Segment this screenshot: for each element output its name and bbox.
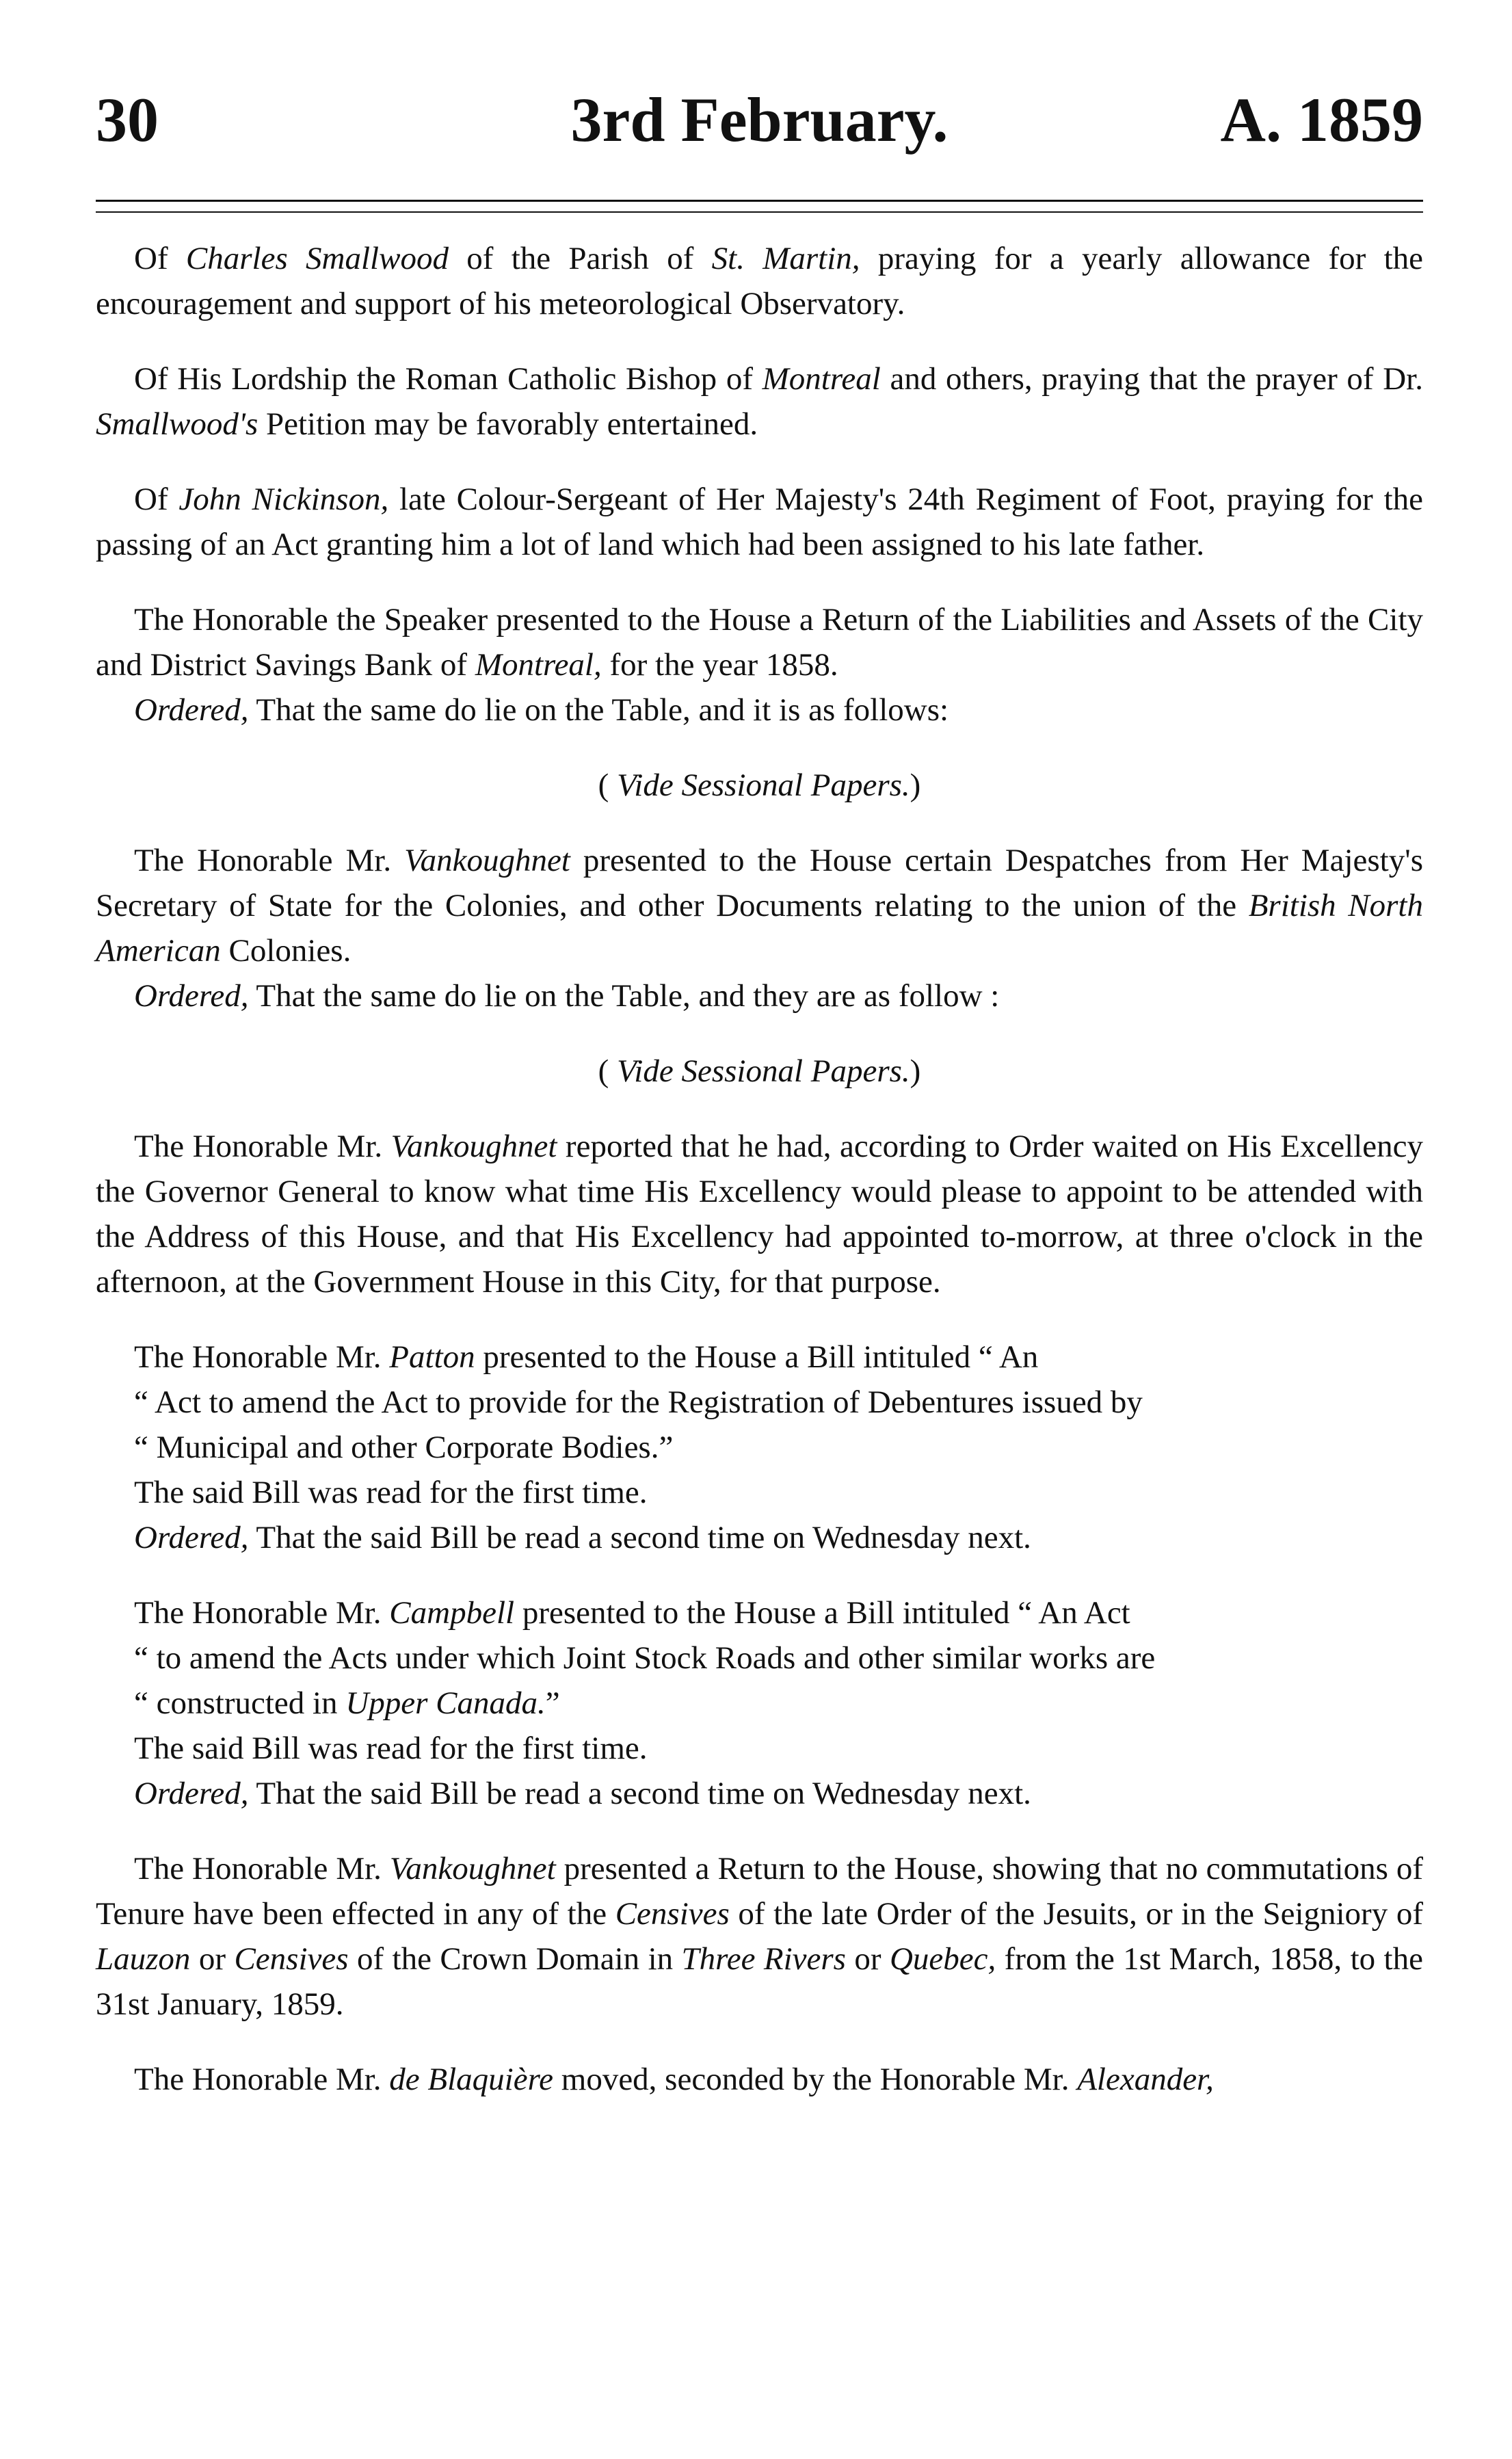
despatches-ordered: Ordered, That the same do lie on the Table, and they are as follow : (134, 978, 1000, 1014)
speaker-return-vide: ( Vide Sessional Papers.) (598, 767, 921, 803)
header-double-rule (96, 200, 1423, 213)
page-number: 30 (96, 85, 159, 155)
patton-bill-ordered: Ordered, That the said Bill be read a second time on Wednesday next. (134, 1520, 1031, 1555)
page-header (96, 79, 1423, 161)
patton-bill-title-line-2: “ Act to amend the Act to provide for the Registration of Debentures issued by (134, 1384, 1143, 1420)
page-year: A. 1859 (1220, 85, 1423, 155)
speaker-return-paragraph: The Honorable the Speaker presented to the House a Return of the Liabilities and Assets of the City and District Savings Bank of Montreal, for the year 1858. (96, 602, 1423, 683)
journal-text (96, 236, 1423, 2132)
petition-nickinson: Of John Nickinson, late Colour-Sergeant of Her Majesty's 24th Regiment of Foot, praying for the passing of an Act granting him a lot of land which had been assigned to his late father. (96, 482, 1424, 562)
despatches-vide: ( Vide Sessional Papers.) (598, 1053, 921, 1089)
campbell-bill-ordered: Ordered, That the said Bill be read a second time on Wednesday next. (134, 1776, 1031, 1811)
page-date: 3rd February. (570, 85, 949, 155)
patton-bill-title-line-3: “ Municipal and other Corporate Bodies.” (134, 1430, 674, 1465)
address-report-paragraph: The Honorable Mr. Vankoughnet reported that he had, according to Order waited on His Excellency the Governor General to know what time His Excellency would please to appoint to be attended with the Address of this House, and that His Excellency had appointed to-morrow, at three o'clock in the afternoon, at the Government House in this City, for that purpose. (96, 1129, 1424, 1300)
despatches-paragraph: The Honorable Mr. Vankoughnet presented to the House certain Despatches from Her Majesty's Secretary of State for the Colonies, and other Documents relating to the union of the British North American Colonies. (96, 843, 1423, 969)
petition-smallwood: Of Charles Smallwood of the Parish of St. Martin, praying for a yearly allowance for the encouragement and support of his meteorological Observatory. (96, 241, 1423, 321)
tenure-return-paragraph: The Honorable Mr. Vankoughnet presented a Return to the House, showing that no commutations of Tenure have been effected in any of the Censives of the late Order of the Jesuits, or in the Seigniory of Lauzon or Censives of the Crown Domain in Three Rivers or Quebec, from the 1st March, 1858, to the 31st January, 1859. (96, 1851, 1423, 2022)
campbell-bill-title-line-3: “ constructed in Upper Canada.” (134, 1685, 560, 1721)
speaker-return-ordered: Ordered, That the same do lie on the Table, and it is as follows: (134, 692, 949, 728)
campbell-bill-title-line-2: “ to amend the Acts under which Joint Stock Roads and other similar works are (134, 1640, 1156, 1676)
patton-bill-first-reading: The said Bill was read for the first time. (134, 1475, 648, 1510)
motion-paragraph: The Honorable Mr. de Blaquière moved, seconded by the Honorable Mr. Alexander, (134, 2062, 1214, 2097)
campbell-bill-first-reading: The said Bill was read for the first time. (134, 1731, 648, 1766)
campbell-bill-paragraph: The Honorable Mr. Campbell presented to the House a Bill intituled “ An Act (134, 1595, 1130, 1631)
patton-bill-paragraph: The Honorable Mr. Patton presented to the House a Bill intituled “ An (134, 1339, 1039, 1375)
petition-bishop: Of His Lordship the Roman Catholic Bishop of Montreal and others, praying that the prayer of Dr. Smallwood's Petition may be favorably entertained. (96, 361, 1423, 442)
